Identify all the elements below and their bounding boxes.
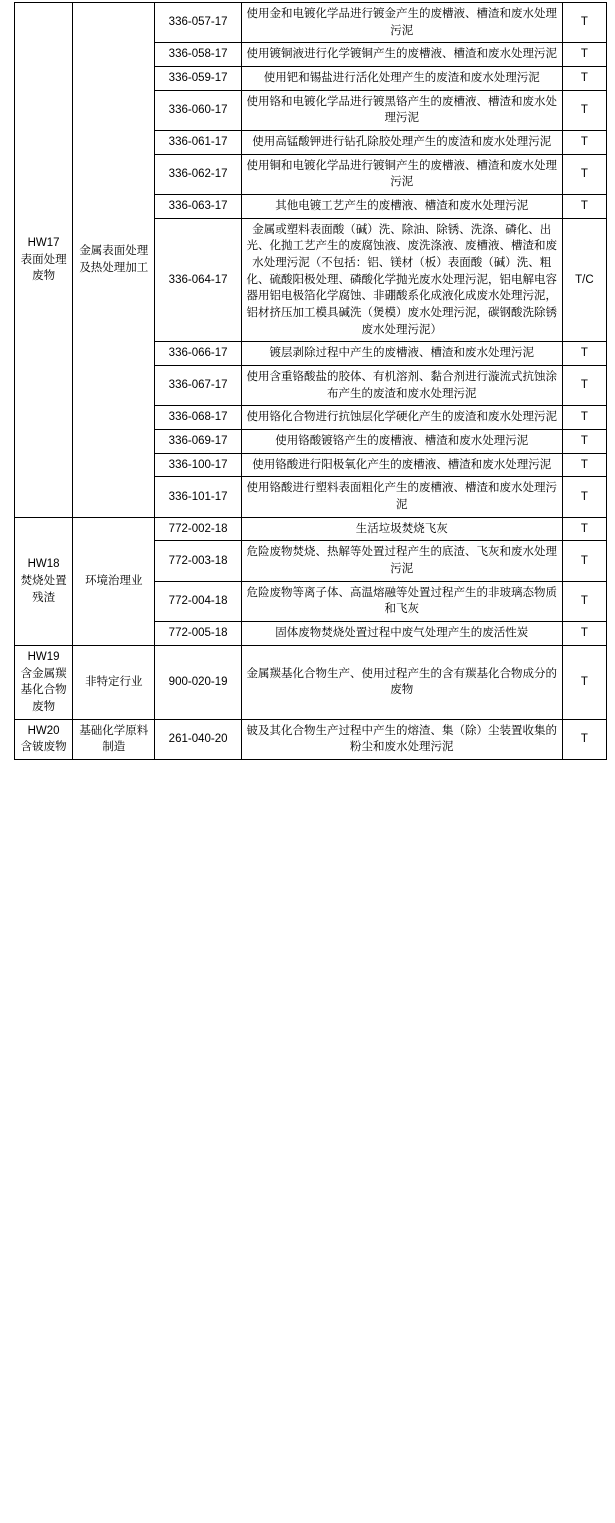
industry-source-cell: 基础化学原料制造 — [73, 719, 155, 759]
waste-code-cell: 336-067-17 — [155, 366, 241, 406]
table-row — [15, 517, 607, 541]
waste-description-cell: 生活垃圾焚烧飞灰 — [241, 517, 562, 541]
category-line: 废物 — [32, 270, 56, 283]
category-line: HW19 — [27, 650, 60, 663]
category-line: 焚烧处置 — [20, 574, 67, 587]
waste-description-cell: 危险废物焚烧、热解等处置过程产生的底渣、飞灰和废水处理污泥 — [241, 541, 562, 581]
hazard-characteristic-cell: T/C — [562, 218, 606, 342]
hazard-characteristic-cell: T — [562, 541, 606, 581]
hazard-characteristic-cell: T — [562, 366, 606, 406]
category-line: HW20 — [27, 724, 60, 737]
waste-description-cell: 其他电镀工艺产生的废槽液、槽渣和废水处理污泥 — [241, 195, 562, 219]
hazard-characteristic-cell: T — [562, 195, 606, 219]
hazard-characteristic-cell: T — [562, 43, 606, 67]
category-line: HW18 — [27, 558, 60, 571]
category-line: 表面处理 — [20, 253, 67, 266]
hazard-characteristic-cell: T — [562, 154, 606, 194]
category-line: HW17 — [27, 236, 60, 249]
waste-description-cell: 固体废物焚烧处置过程中废气处理产生的废活性炭 — [241, 622, 562, 646]
table-row — [15, 645, 607, 719]
hazard-characteristic-cell: T — [562, 131, 606, 155]
waste-description-cell: 使用铬化合物进行抗蚀层化学硬化产生的废渣和废水处理污泥 — [241, 406, 562, 430]
waste-code-cell: 336-061-17 — [155, 131, 241, 155]
industry-source-cell: 非特定行业 — [73, 645, 155, 719]
waste-code-cell: 336-059-17 — [155, 67, 241, 91]
waste-description-cell: 使用含重铬酸盐的胶体、有机溶剂、黏合剂进行漩流式抗蚀涂布产生的废渣和废水处理污泥 — [241, 366, 562, 406]
hazard-characteristic-cell: T — [562, 453, 606, 477]
hazard-characteristic-cell: T — [562, 342, 606, 366]
hazard-characteristic-cell: T — [562, 581, 606, 621]
waste-code-cell: 336-060-17 — [155, 90, 241, 130]
waste-code-cell: 336-068-17 — [155, 406, 241, 430]
waste-code-cell: 336-062-17 — [155, 154, 241, 194]
waste-description-cell: 铍及其化合物生产过程中产生的熔渣、集（除）尘装置收集的粉尘和废水处理污泥 — [241, 719, 562, 759]
waste-code-cell: 336-101-17 — [155, 477, 241, 517]
industry-source-cell: 环境治理业 — [73, 517, 155, 645]
waste-code-cell: 336-069-17 — [155, 430, 241, 454]
hazard-characteristic-cell: T — [562, 90, 606, 130]
category-line: 含铍废物 — [20, 741, 67, 754]
category-line: 废物 — [32, 700, 56, 713]
waste-code-cell: 336-057-17 — [155, 3, 241, 43]
table-row — [15, 3, 607, 43]
waste-description-cell: 使用镀铜液进行化学镀铜产生的废槽液、槽渣和废水处理污泥 — [241, 43, 562, 67]
waste-code-cell: 261-040-20 — [155, 719, 241, 759]
table-body — [15, 3, 607, 760]
waste-description-cell: 使用高锰酸钾进行钻孔除胶处理产生的废渣和废水处理污泥 — [241, 131, 562, 155]
hazard-characteristic-cell: T — [562, 719, 606, 759]
waste-code-cell: 772-005-18 — [155, 622, 241, 646]
waste-description-cell: 使用铬酸进行阳极氧化产生的废槽液、槽渣和废水处理污泥 — [241, 453, 562, 477]
waste-description-cell: 金属羰基化合物生产、使用过程产生的含有羰基化合物成分的废物 — [241, 645, 562, 719]
category-line: 基化合物 — [20, 684, 67, 697]
waste-category-cell — [15, 645, 73, 719]
waste-code-cell: 336-058-17 — [155, 43, 241, 67]
waste-category-cell — [15, 719, 73, 759]
waste-description-cell: 金属或塑料表面酸（碱）洗、除油、除锈、洗涤、磷化、出光、化抛工艺产生的废腐蚀液、废洗涤液、废槽液、槽渣和废水处理污泥（不包括：铝、镁材（板）表面酸（碱）洗、粗化、硫酸阳极处理、磷酸化学抛光废水处理污泥，铝电解电容器用铝电极箔化学腐蚀、非硼酸系化成液化成废水处理污泥，铝材挤压加工模具碱洗（煲模）废水处理污泥，碳钢酸洗除锈废水处理污泥） — [241, 218, 562, 342]
waste-description-cell: 使用铬和电镀化学品进行镀黑铬产生的废槽液、槽渣和废水处理污泥 — [241, 90, 562, 130]
waste-category-cell — [15, 3, 73, 518]
hazardous-waste-table — [14, 2, 607, 760]
waste-description-cell: 使用金和电镀化学品进行镀金产生的废槽液、槽渣和废水处理污泥 — [241, 3, 562, 43]
hazard-characteristic-cell: T — [562, 430, 606, 454]
hazard-characteristic-cell: T — [562, 645, 606, 719]
waste-description-cell: 危险废物等离子体、高温熔融等处置过程产生的非玻璃态物质和飞灰 — [241, 581, 562, 621]
hazard-characteristic-cell: T — [562, 477, 606, 517]
category-line: 残渣 — [32, 591, 56, 604]
hazard-characteristic-cell: T — [562, 3, 606, 43]
waste-category-cell — [15, 517, 73, 645]
industry-source-cell: 金属表面处理及热处理加工 — [73, 3, 155, 518]
waste-code-cell: 336-100-17 — [155, 453, 241, 477]
waste-code-cell: 336-066-17 — [155, 342, 241, 366]
table-row — [15, 719, 607, 759]
category-line: 含金属羰 — [20, 667, 67, 680]
waste-code-cell: 336-064-17 — [155, 218, 241, 342]
hazard-characteristic-cell: T — [562, 517, 606, 541]
waste-description-cell: 使用铜和电镀化学品进行镀铜产生的废槽液、槽渣和废水处理污泥 — [241, 154, 562, 194]
waste-code-cell: 772-002-18 — [155, 517, 241, 541]
waste-description-cell: 使用铬酸镀铬产生的废槽液、槽渣和废水处理污泥 — [241, 430, 562, 454]
waste-code-cell: 336-063-17 — [155, 195, 241, 219]
waste-description-cell: 使用铬酸进行塑料表面粗化产生的废槽液、槽渣和废水处理污泥 — [241, 477, 562, 517]
hazard-characteristic-cell: T — [562, 406, 606, 430]
waste-description-cell: 使用钯和锡盐进行活化处理产生的废渣和废水处理污泥 — [241, 67, 562, 91]
waste-code-cell: 772-004-18 — [155, 581, 241, 621]
hazard-characteristic-cell: T — [562, 67, 606, 91]
waste-code-cell: 772-003-18 — [155, 541, 241, 581]
waste-description-cell: 镀层剥除过程中产生的废槽液、槽渣和废水处理污泥 — [241, 342, 562, 366]
waste-code-cell: 900-020-19 — [155, 645, 241, 719]
hazard-characteristic-cell: T — [562, 622, 606, 646]
